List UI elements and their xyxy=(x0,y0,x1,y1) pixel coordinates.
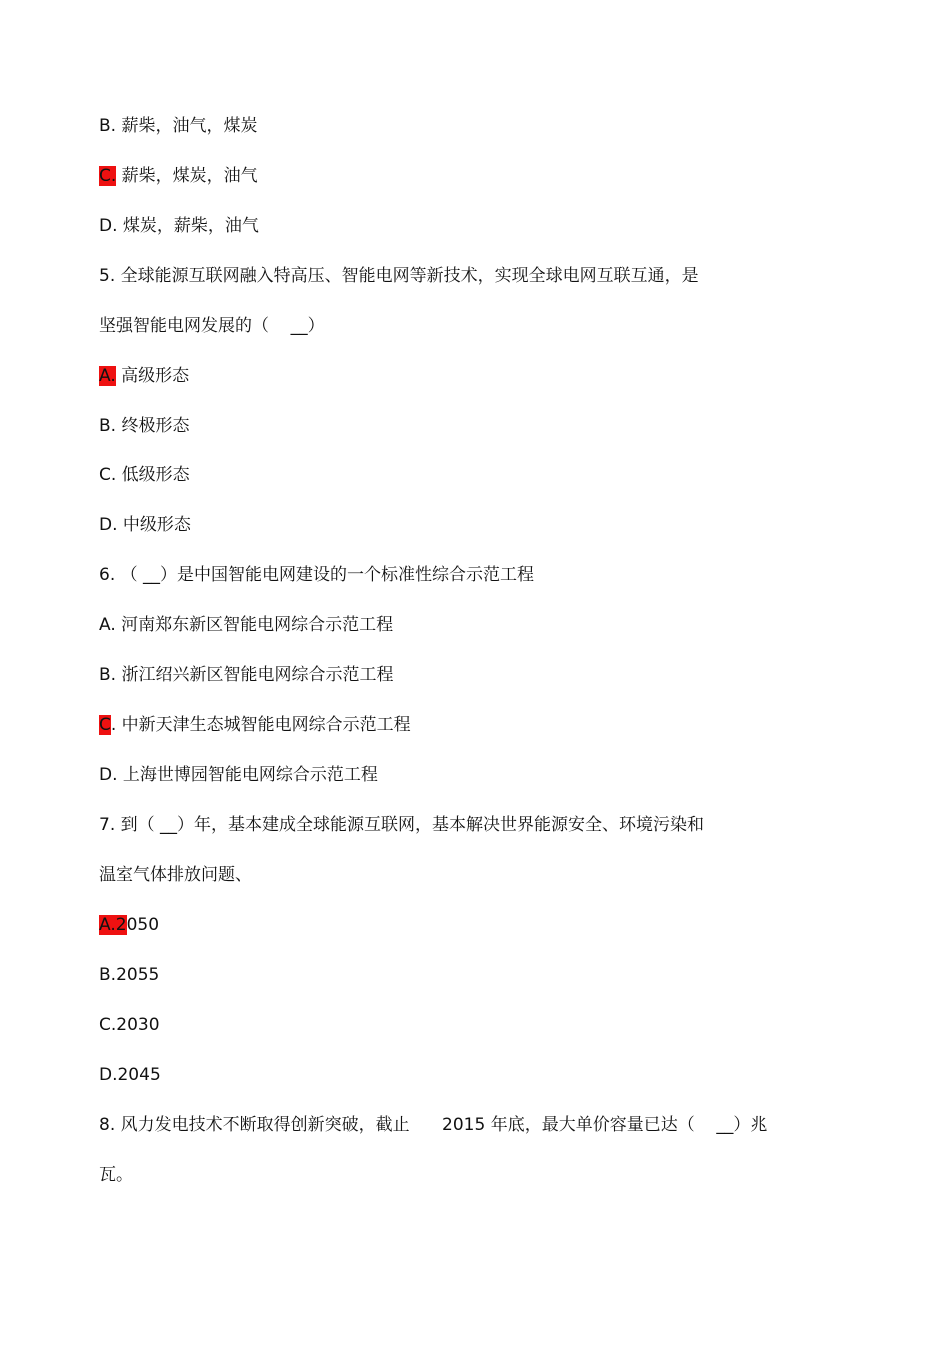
option-line xyxy=(99,1013,160,1037)
line-text: . 中新天津生态城智能电网综合示范工程 xyxy=(110,715,411,735)
line-text: D.2045 xyxy=(99,1065,161,1085)
line-text: 8. 风力发电技术不断取得创新突破，截止 2015 年底，最大单价容量已达（ __）兆 xyxy=(99,1115,768,1135)
line-text: 050 xyxy=(126,915,160,935)
line-text: D. 上海世博园智能电网综合示范工程 xyxy=(99,765,378,785)
option-line xyxy=(99,1063,161,1087)
answer-highlight: A. xyxy=(99,366,116,386)
line-text: C. 低级形态 xyxy=(99,465,190,485)
line-text: B. 终极形态 xyxy=(99,416,190,436)
option-line xyxy=(99,214,259,238)
line-text: D. 煤炭，薪柴，油气 xyxy=(99,216,259,236)
question-line xyxy=(99,563,534,587)
question-line xyxy=(99,1113,767,1137)
line-text: 7. 到（ __）年，基本建成全球能源互联网，基本解决世界能源安全、环境污染和 xyxy=(99,815,705,835)
line-text: 薪柴，煤炭，油气 xyxy=(116,166,258,186)
option-line xyxy=(99,164,258,188)
option-line xyxy=(99,763,378,787)
option-line xyxy=(99,913,159,937)
line-text: B. 浙江绍兴新区智能电网综合示范工程 xyxy=(99,665,394,685)
question-line xyxy=(99,314,325,338)
answer-highlight: C xyxy=(99,715,111,735)
question-line xyxy=(99,1163,133,1187)
line-text: 5. 全球能源互联网融入特高压、智能电网等新技术，实现全球电网互联互通，是 xyxy=(99,266,699,286)
line-text: D. 中级形态 xyxy=(99,515,191,535)
line-text: 温室气体排放问题、 xyxy=(99,865,252,885)
line-text: A. 河南郑东新区智能电网综合示范工程 xyxy=(99,615,394,635)
answer-highlight: A.2 xyxy=(99,915,127,935)
line-text: C.2030 xyxy=(99,1015,160,1035)
answer-highlight: C. xyxy=(99,166,117,186)
option-line xyxy=(99,663,393,687)
option-line xyxy=(99,713,411,737)
line-text: B.2055 xyxy=(99,965,160,985)
line-text: 瓦。 xyxy=(99,1165,133,1185)
line-text: 6. （ __）是中国智能电网建设的一个标准性综合示范工程 xyxy=(99,565,535,585)
question-line xyxy=(99,264,699,288)
line-text: 坚强智能电网发展的（ __） xyxy=(99,316,325,336)
question-line xyxy=(99,813,704,837)
line-text: 高级形态 xyxy=(115,366,190,386)
option-line xyxy=(99,414,189,438)
option-line xyxy=(99,114,257,138)
question-line xyxy=(99,863,252,887)
option-line xyxy=(99,463,190,487)
option-line xyxy=(99,613,393,637)
line-text: B. 薪柴，油气，煤炭 xyxy=(99,116,258,136)
option-line xyxy=(99,364,189,388)
option-line xyxy=(99,963,159,987)
option-line xyxy=(99,513,191,537)
